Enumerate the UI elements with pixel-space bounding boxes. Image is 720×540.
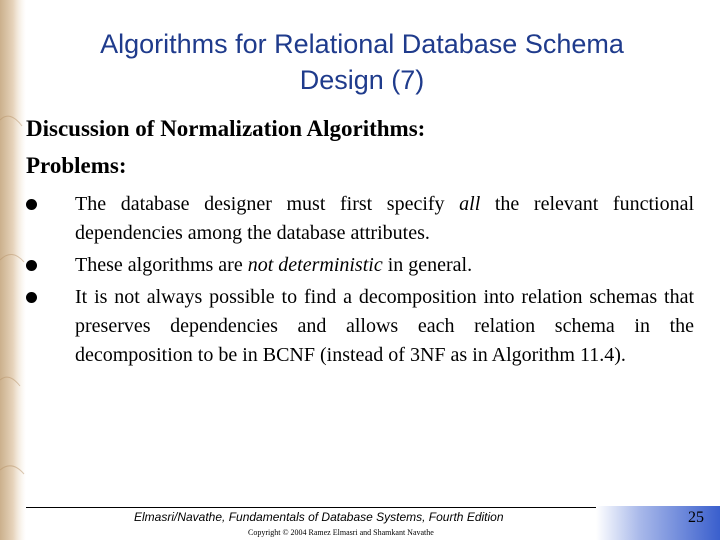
bullet-emphasis: not deterministic [247,254,383,276]
bullet-item [26,190,694,248]
discussion-heading: Discussion of Normalization Algorithms: [26,116,426,141]
bullet-text: These algorithms are [75,254,248,276]
bullet-item [26,283,694,370]
desert-strip-image [0,0,26,540]
footer-copyright: Copyright © 2004 Ramez Elmasri and Shamkant Navathe [248,528,434,537]
title-line-1: Algorithms for Relational Database Schema [100,29,624,59]
page-number: 25 [688,509,704,526]
bullet-emphasis: all [459,193,481,215]
bullet-dot-icon [26,292,37,303]
bullet-text: in general. [382,254,473,276]
bullet-text: It is not always possible to find a decomposition into relation schemas that preserves dependencies and allows each relation schema in the decomposition to be in BCNF (instead of 3NF as in Algorithm 11.4). [75,286,694,366]
footer-book-title: Elmasri/Navathe, Fundamentals of Database Systems, Fourth Edition [134,510,504,524]
bullet-dot-icon [26,199,37,210]
bullet-text: the relevant functional dependencies among the database attributes. [75,193,695,244]
bullet-item [26,251,694,280]
problems-heading: Problems: [26,153,127,178]
bullet-text: The database designer must first specify [75,193,460,215]
title-line-2: Design (7) [299,65,425,95]
bullet-list [26,190,694,373]
slide-title [40,26,684,98]
bullet-dot-icon [26,260,37,271]
